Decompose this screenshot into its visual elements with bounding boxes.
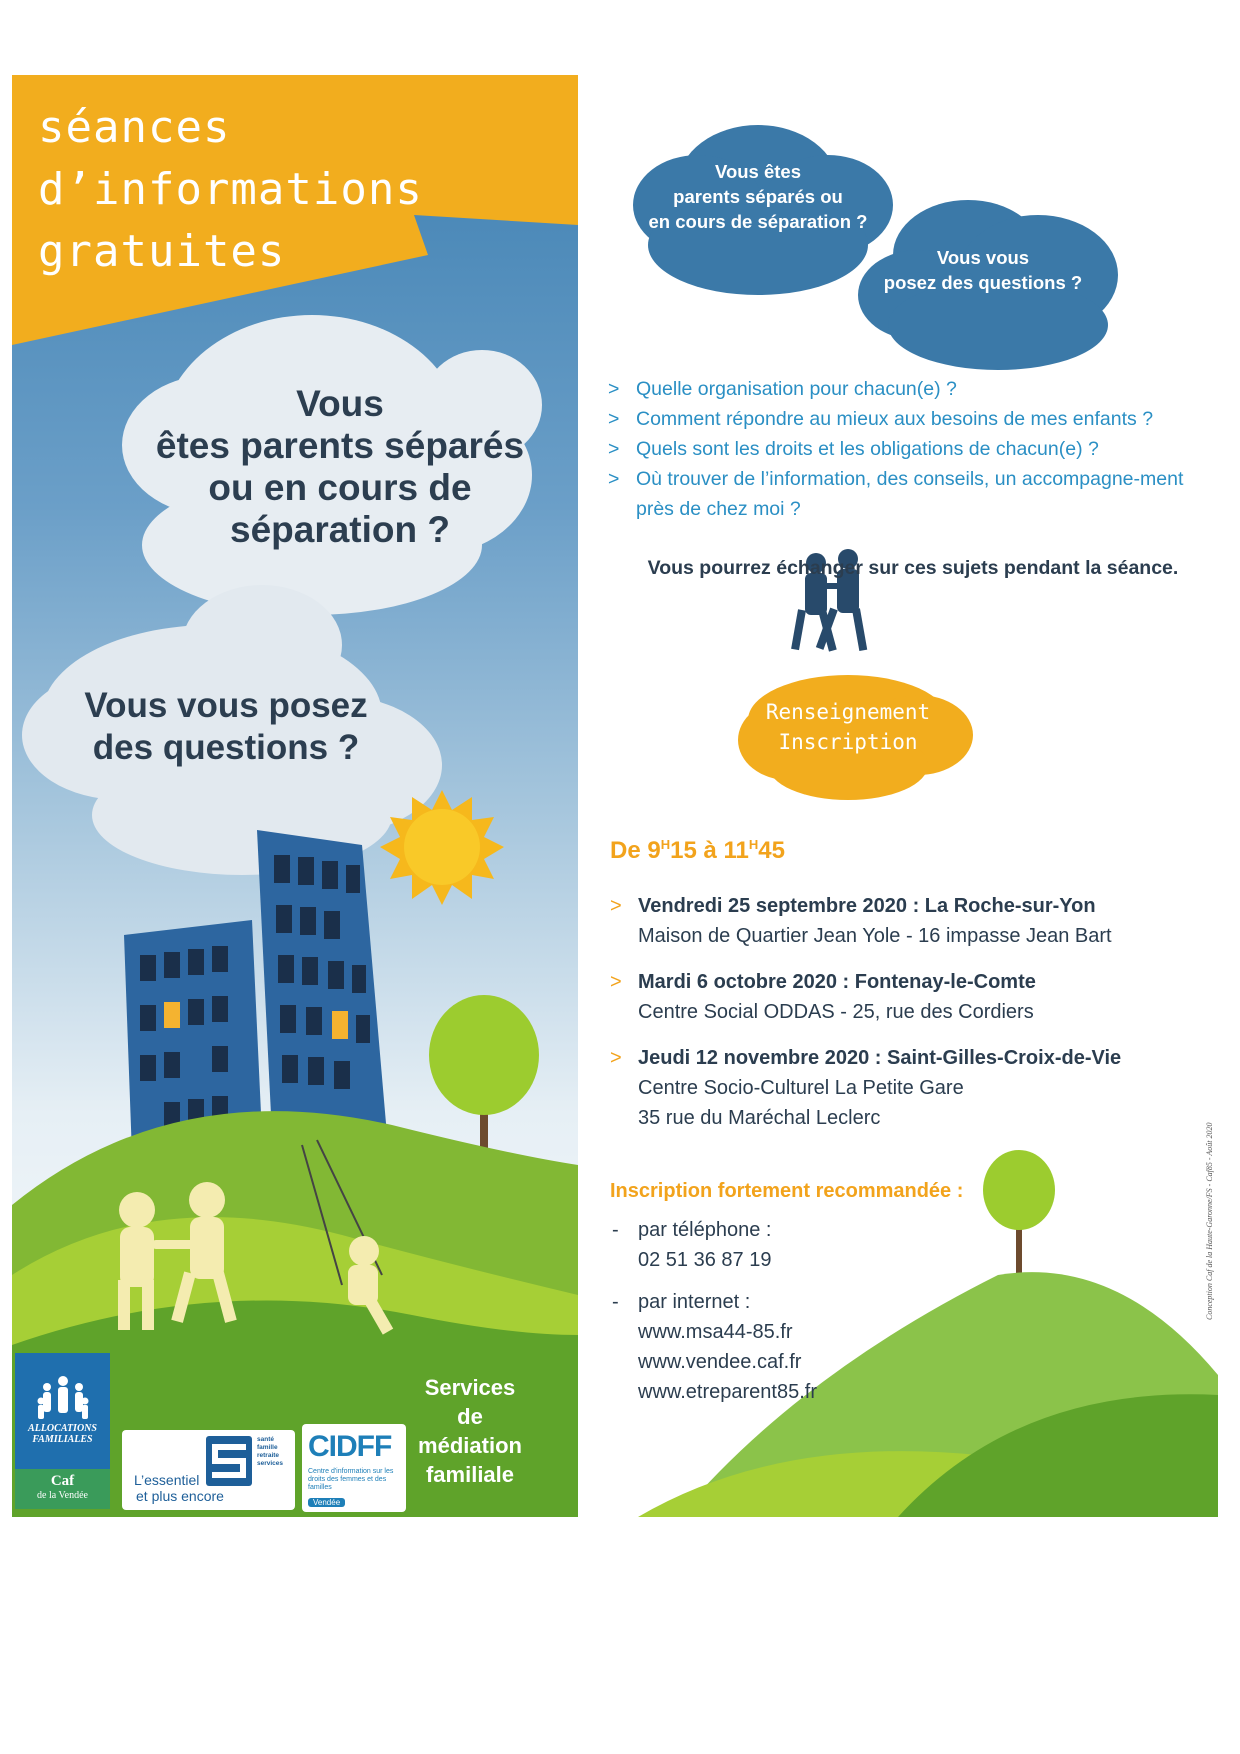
left-panel <box>12 75 578 1517</box>
list-item: > Où trouver de l’information, des conseils, un accompagne-ment près de chez moi ? <box>608 464 1208 524</box>
caf-family-icon <box>33 1373 93 1425</box>
register-list <box>610 1215 970 1419</box>
mediation-label: Services de médiation familiale <box>418 1375 522 1487</box>
website-link: www.etreparent85.fr <box>638 1381 817 1403</box>
caf-logo: ALLOCATIONS FAMILIALES Caf de la Vendée <box>15 1353 110 1509</box>
building-right <box>257 830 387 1135</box>
msa-emblem-icon <box>206 1436 252 1486</box>
cloud-1-text: Vous êtes parents séparés ou en cours de séparation ? <box>155 383 525 550</box>
session-hours: De $9^H15$ à $11^H45$ <box>610 837 785 864</box>
list-item: - par internet : www.msa44-85.fr www.vendee.caf.fr www.etreparent85.fr <box>610 1287 970 1407</box>
register-heading: Inscription fortement recommandée : <box>610 1180 964 1202</box>
list-item: > Quelle organisation pour chacun(e) ? <box>608 374 1208 404</box>
sessions-list <box>610 891 1210 1149</box>
cidff-logo: CIDFF Centre d'information sur les droits des femmes et des familles Vendée <box>302 1424 406 1512</box>
bubble-1-text: Vous êtes parents séparés ou en cours de séparation ? <box>648 161 868 232</box>
website-link: www.vendee.caf.fr <box>638 1351 802 1373</box>
list-item: > Jeudi 12 novembre 2020 : Saint-Gilles-Croix-de-Vie Centre Socio-Culturel La Petite Gare 35 rue du Maréchal Leclerc <box>610 1043 1210 1133</box>
list-item: > Mardi 6 octobre 2020 : Fontenay-le-Comte Centre Social ODDAS - 25, rue des Cordiers <box>610 967 1210 1027</box>
list-item: > Comment répondre au mieux aux besoins de mes enfants ? <box>608 404 1208 434</box>
list-item: > Vendredi 25 septembre 2020 : La Roche-sur-Yon Maison de Quartier Jean Yole - 16 impasse Jean Bart <box>610 891 1210 951</box>
renseignement-label: Renseignement Inscription <box>765 700 931 754</box>
banner-title: séances d’informations gratuites <box>38 102 423 277</box>
exchange-text: Vous pourrez échanger sur ces sujets pendant la séance. <box>647 557 1179 579</box>
bubble-2-text: Vous vous posez des questions ? <box>883 247 1083 293</box>
list-item: - par téléphone : 02 51 36 87 19 <box>610 1215 970 1275</box>
website-link: www.msa44-85.fr <box>638 1321 793 1343</box>
phone-number: 02 51 36 87 19 <box>638 1249 772 1271</box>
cloud-2-text: Vous vous posez des questions ? <box>84 686 368 767</box>
tree-right-panel <box>983 1150 1055 1275</box>
left-illustration <box>12 75 578 1517</box>
credit-text: Conception Caf de la Haute-Garonne/FS - Caf85 - Août 2020 <box>1205 1122 1214 1320</box>
msa-logo: L’essentiel et plus encore santé famille retraite services <box>122 1430 295 1510</box>
right-panel <box>598 75 1218 1517</box>
msa-tagline: santé famille retraite services <box>257 1436 284 1467</box>
list-item: > Quels sont les droits et les obligations de chacun(e) ? <box>608 434 1208 464</box>
questions-list <box>608 374 1208 524</box>
